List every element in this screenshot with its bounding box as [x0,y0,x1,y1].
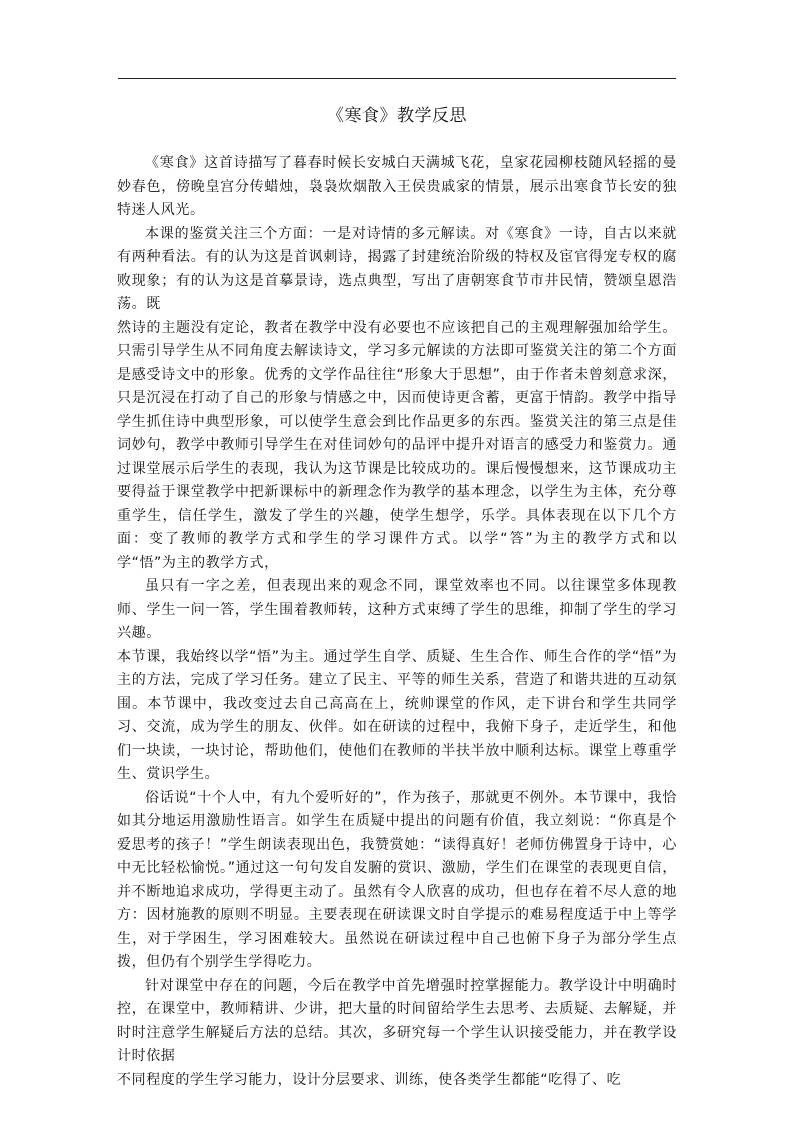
paragraph: 然诗的主题没有定论，教者在教学中没有必要也不应该把自己的主观理解强加给学生。只需引导学生从不同角度去解读诗文，学习多元解读的方法即可鉴赏关注的第二个方面是感受诗文中的形象。优秀的文学作品往往“形象大于思想”，由于作者未曾刻意求深，只是沉浸在打动了自己的形象与情感之中，因而使诗更含蓄，更富于情韵。教学中指导学生抓住诗中典型形象，可以使学生意会到比作品更多的东西。鉴赏关注的第三点是佳词妙句，教学中教师引导学生在对佳词妙句的品评中提升对语言的感受力和鉴赏力。通过课堂展示后学生的表现，我认为这节课是比较成功的。课后慢慢想来，这节课成功主要得益于课堂教学中把新课标中的新理念作为教学的基本理念，以学生为主体，充分尊重学生，信任学生，激发了学生的兴趣，使学生想学，乐学。具体表现在以下几个方面：变了教师的教学方式和学生的学习课件方式。以学“答”为主的教学方式和以学“悟”为主的教学方式， [117,319,677,571]
document-title: 《寒食》教学反思 [327,106,467,126]
paragraph: 本节课，我始终以学“悟”为主。通过学生自学、质疑、生生合作、师生合作的学“悟”为主的方法，完成了学习任务。建立了民主、平等的师生关系，营造了和谐共进的互动氛围。本节课中，我改变过去自己高高在上，统帅课堂的作风，走下讲台和学生共同学习、交流，成为学生的朋友、伙伴。如在研读的过程中，我俯下身子，走近学生，和他们一块读，一块讨论，帮助他们，使他们在教师的半扶半放中顺利达标。课堂上尊重学生、赏识学生。 [117,648,677,782]
paragraph: 本课的鉴赏关注三个方面：一是对诗情的多元解读。对《寒食》一诗，自古以来就有两种看法。有的认为这是首讽刺诗，揭露了封建统治阶级的特权及宦官得宠专权的腐败现象；有的认为这是首摹景诗，选点典型，写出了唐朝寒食节市井民情，赞颂皇恩浩荡。既 [117,225,677,312]
paragraph: 虽只有一字之差，但表现出来的观念不同，课堂效率也不同。以往课堂多体现教师、学生一问一答，学生围着教师转，这种方式束缚了学生的思维，抑制了学生的学习兴趣。 [117,578,677,641]
paragraph: 《寒食》这首诗描写了暮春时候长安城白天满城飞花，皇家花园柳枝随风轻摇的曼妙春色，傍晚皇宫分传蜡烛，袅袅炊烟散入王侯贵戚家的情景，展示出寒食节长安的独特迷人风光。 [117,155,677,218]
paragraph: 俗话说“十个人中，有九个爱听好的”，作为孩子，那就更不例外。本节课中，我恰如其分地运用激励性语言。如学生在质疑中提出的问题有价值，我立刻说：“你真是个爱思考的孩子！”学生朗读表现出色，我赞赏她：“读得真好！老师仿佛置身于诗中，心中无比轻松愉悦。”通过这一句句发自发腑的赏识、激励，学生们在课堂的表现更自信，并不断地追求成功，学得更主动了。虽然有令人欣喜的成功，但也存在着不尽人意的地方：因材施教的原则不明显。主要表现在研读课文时自学提示的难易程度适于中上等学生，对于学困生，学习困难较大。虽然说在研读过程中自己也俯下身子为部分学生点拨，但仍有个别学生学得吃力。 [117,789,677,970]
paragraph: 不同程度的学生学习能力，设计分层要求、训练，使各类学生都能“吃得了、吃 [117,1071,622,1088]
header-rule [118,78,676,79]
paragraph: 针对课堂中存在的问题，今后在教学中首先增强时控掌握能力。教学设计中明确时控，在课堂中，教师精讲、少讲，把大量的时间留给学生去思考、去质疑、去解疑，并时时注意学生解疑后方法的总结。其次，多研究每一个学生认识接受能力，并在教学设计时依据 [117,977,677,1064]
document-body [117,152,677,1092]
